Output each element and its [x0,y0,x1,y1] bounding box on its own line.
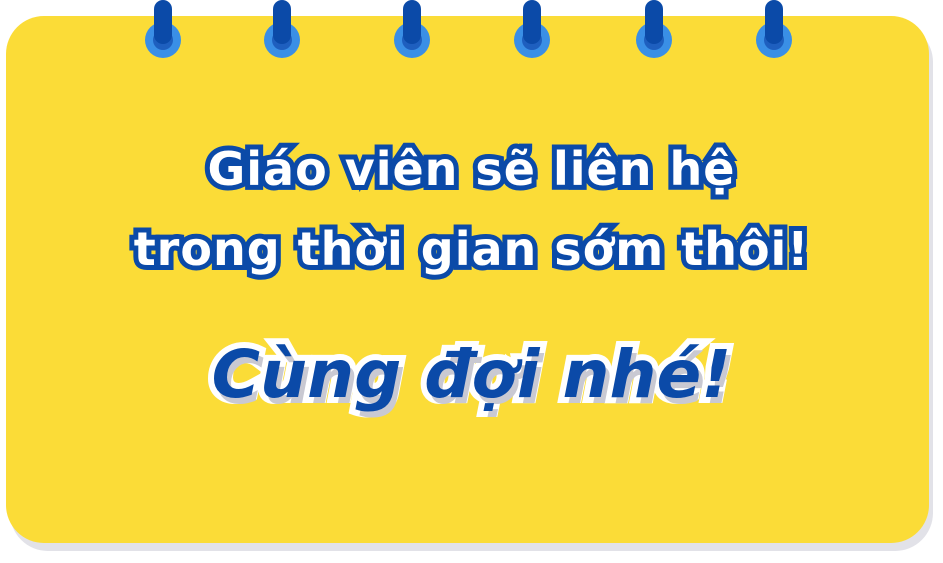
binder-ring-icon [754,0,794,64]
binder-ring-icon [634,0,674,64]
binder-ring-icon [512,0,552,64]
message-line-2: trong thời gian sớm thôi! [133,222,810,276]
binder-ring-icon [262,0,302,64]
notepad-board [6,16,929,543]
message-line-1: Giáo viên sẽ liên hệ [207,142,736,196]
call-to-action-text: Cùng đợi nhé! [211,336,732,413]
binder-ring-icon [392,0,432,64]
binder-ring-icon [143,0,183,64]
